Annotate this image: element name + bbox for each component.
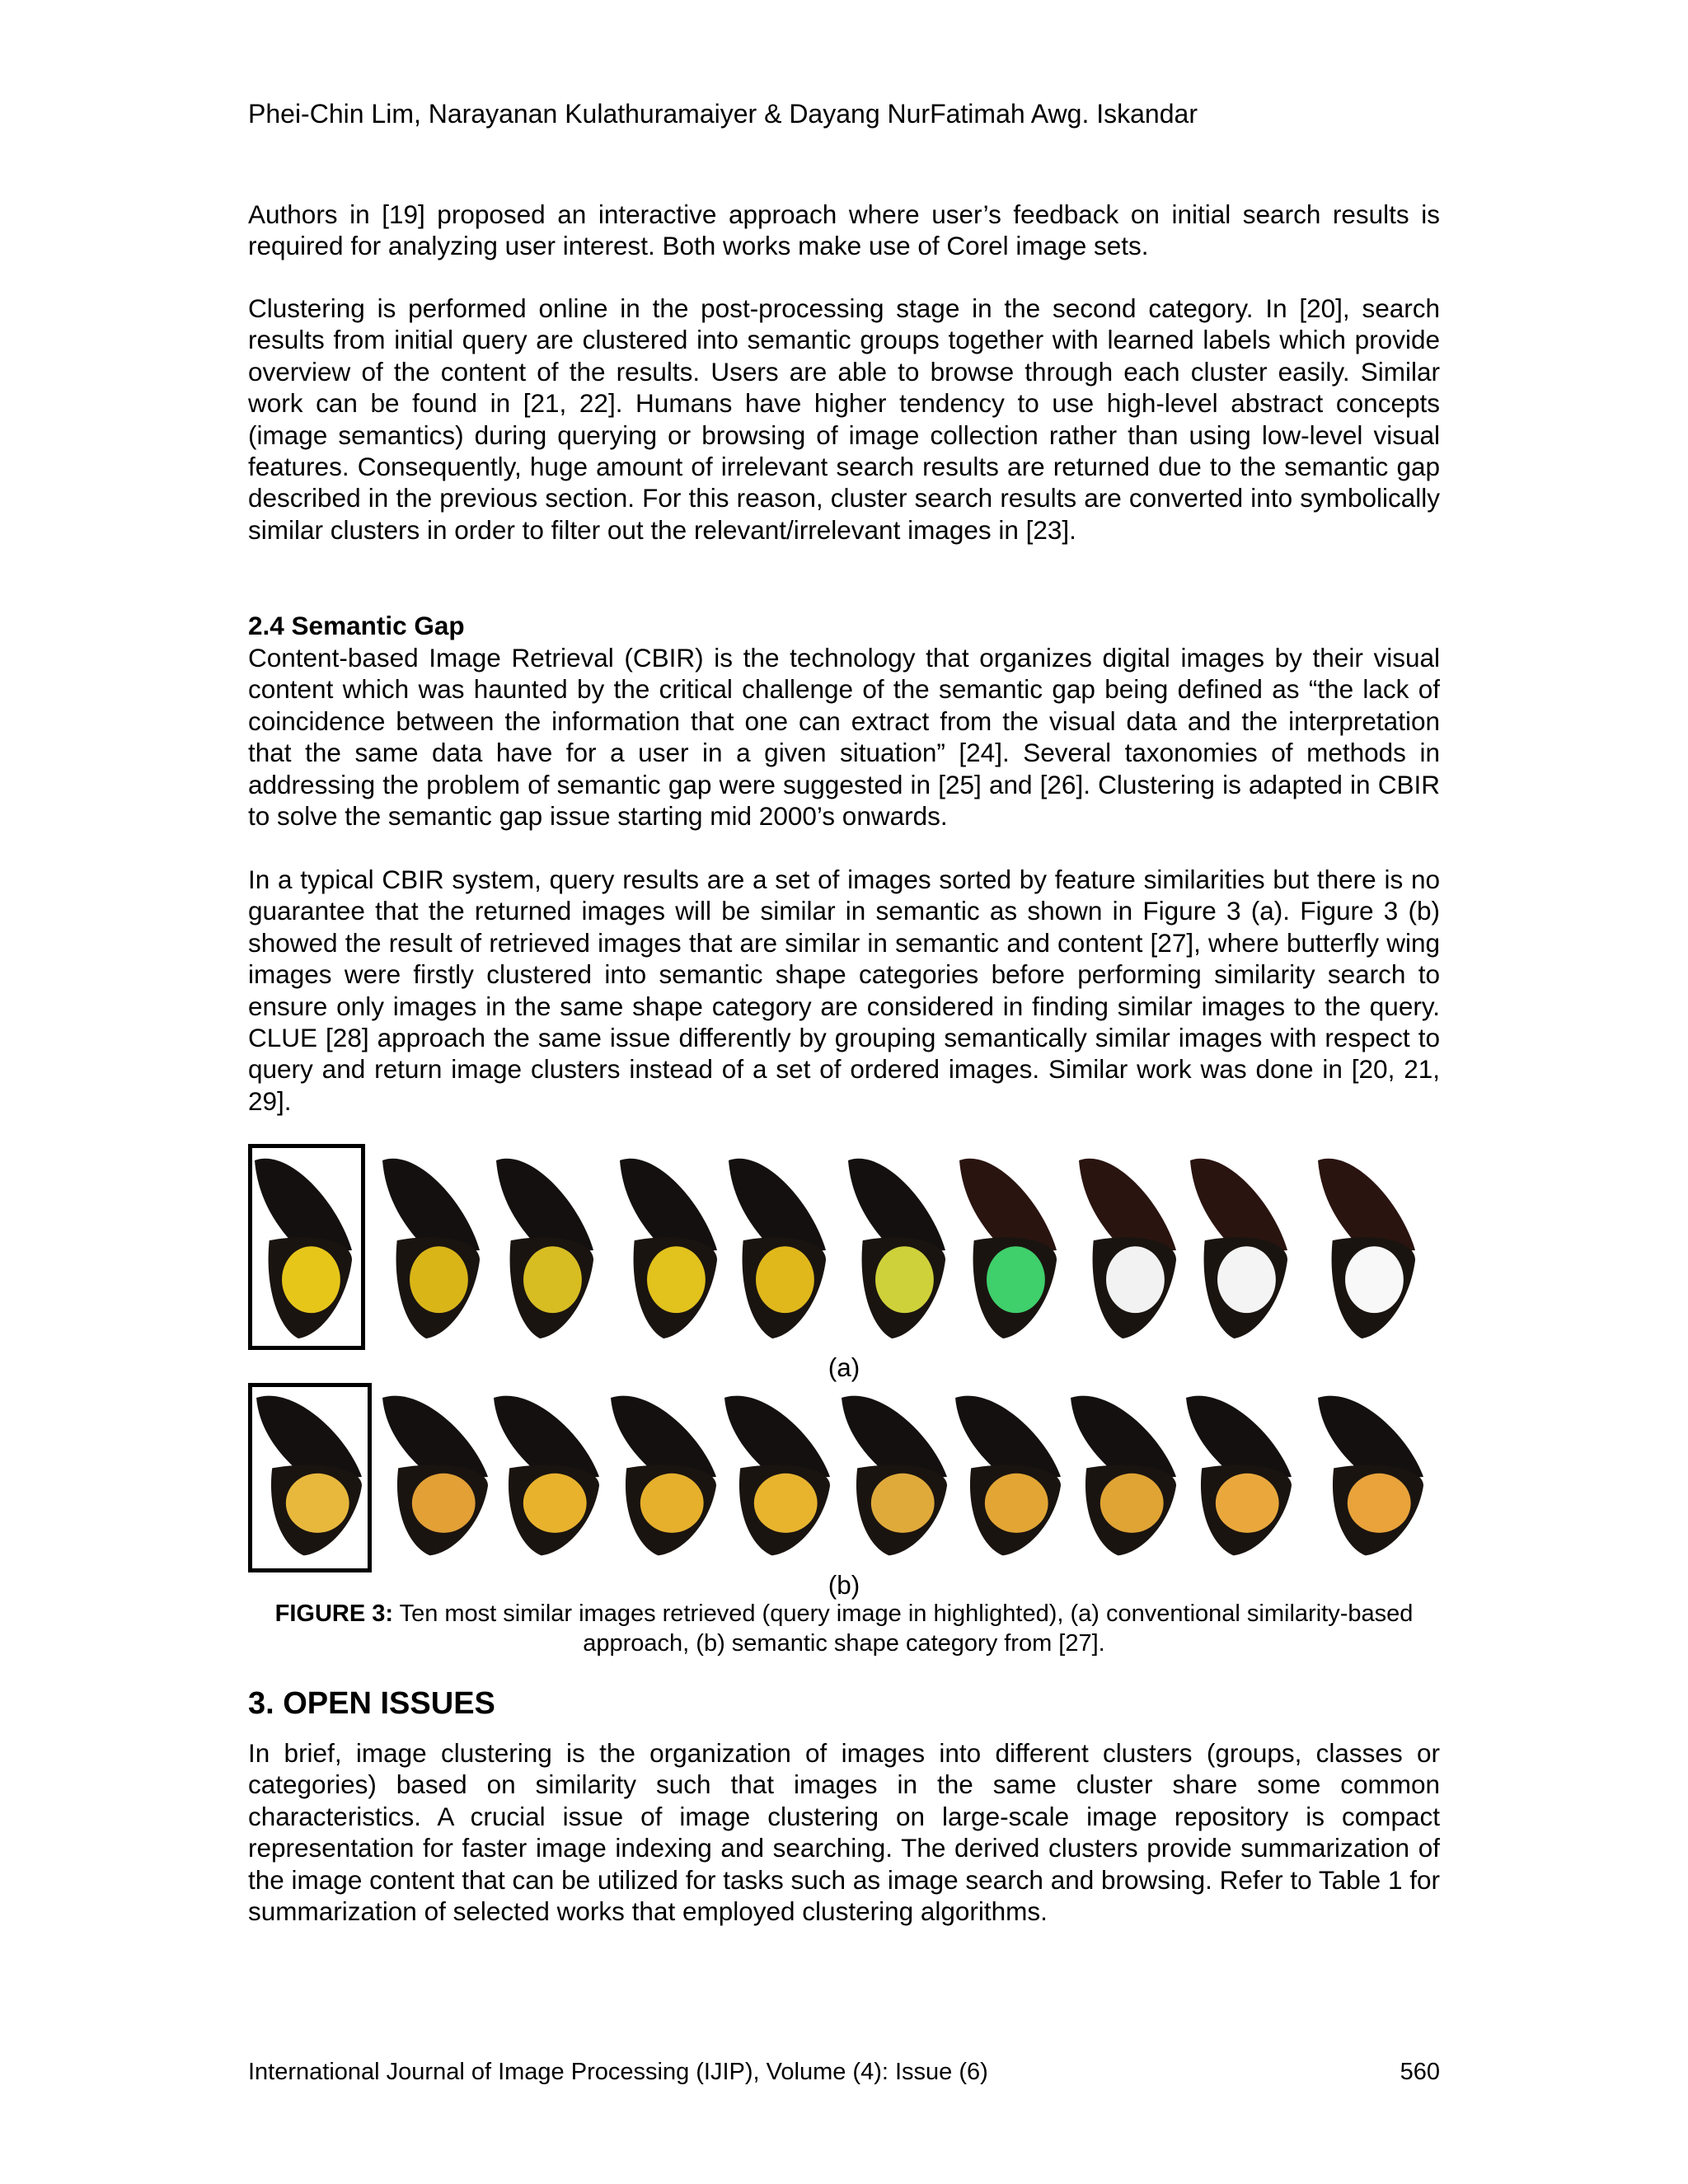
butterfly-wing-image	[1186, 1396, 1292, 1556]
butterfly-wing-image	[959, 1159, 1057, 1338]
figure-caption-label: FIGURE 3:	[274, 1601, 394, 1627]
butterfly-wing-image	[255, 1159, 352, 1338]
wing-images-row-a	[248, 1144, 1440, 1358]
butterfly-wing-image	[955, 1396, 1061, 1556]
figure-caption-text: Ten most similar images retrieved (query image in highlighted), (a) conventional similarity-based approach, (b) semantic shape category from [27].	[393, 1601, 1414, 1657]
paragraph-semantic-gap: Content-based Image Retrieval (CBIR) is the technology that organizes digital images by their visual content which was haunted by the critical challenge of the semantic gap being defined as “the lack of coincidence between the information that one can extract from the visual data and the interpretation that the same data have for a user in a given situation” [24]. Several taxonomies of methods in addressing the problem of semantic gap were suggested in [25] and [26]. Clustering is adapted in CBIR to solve the semantic gap issue starting mid 2000’s onwards.	[248, 643, 1440, 832]
butterfly-wing-image	[256, 1396, 362, 1556]
butterfly-wing-image	[1071, 1396, 1176, 1556]
butterfly-wing-image	[729, 1159, 826, 1338]
butterfly-wing-image	[1318, 1396, 1423, 1556]
figure-caption	[248, 1599, 1440, 1658]
butterfly-wing-image	[620, 1159, 717, 1338]
footer-journal: International Journal of Image Processing (IJIP), Volume (4): Issue (6)	[248, 2059, 988, 2085]
butterfly-wing-image	[724, 1396, 830, 1556]
footer-page-number: 560	[1400, 2059, 1440, 2085]
butterfly-wing-image	[382, 1159, 480, 1338]
figure-row-b	[248, 1381, 1440, 1596]
section-heading: 3. OPEN ISSUES	[248, 1686, 495, 1721]
wing-images-row-b	[248, 1381, 1440, 1579]
paragraph-cbir: In a typical CBIR system, query results are a set of images sorted by feature similarities but there is no guarantee that the returned images will be similar in semantic as shown in Figure 3 (a). Figure 3 (b) showed the result of retrieved images that are similar in semantic and content [27], where butterfly wing images were firstly clustered into semantic shape categories before performing similarity search to ensure only images in the same shape category are considered in finding similar images to the query. CLUE [28] approach the same issue differently by grouping semantically similar images with respect to query and return image clusters instead of a set of ordered images. Similar work was done in [20, 21, 29].	[248, 865, 1440, 1116]
running-head-authors: Phei-Chin Lim, Narayanan Kulathuramaiyer & Dayang NurFatimah Awg. Iskandar	[248, 99, 1198, 129]
paragraph-open-issues: In brief, image clustering is the organization of images into different clusters (groups, classes or categories) based on similarity such that images in the same cluster share some common characteristics. A crucial issue of image clustering on large-scale image repository is compact representation for faster image indexing and searching. The derived clusters provide summarization of the image content that can be utilized for tasks such as image search and browsing. Refer to Table 1 for summarization of selected works that employed clustering algorithms.	[248, 1738, 1440, 1927]
paragraph-clustering-intro: Authors in [19] proposed an interactive approach where user’s feedback on initial search results is required for analyzing user interest. Both works make use of Corel image sets.	[248, 199, 1440, 261]
subsection-heading: 2.4 Semantic Gap	[248, 611, 465, 640]
butterfly-wing-image	[1190, 1159, 1287, 1338]
paragraph-post-processing: Clustering is performed online in the post-processing stage in the second category. In [20], search results from initial query are clustered into semantic groups together with learned labels which provide overview of the content of the results. Users are able to browse through each cluster easily. Similar work can be found in [21, 22]. Humans have higher tendency to use high-level abstract concepts (image semantics) during querying or browsing of image collection rather than using low-level visual features. Consequently, huge amount of irrelevant search results are returned due to the semantic gap described in the previous section. For this reason, cluster search results are converted into symbolically similar clusters in order to filter out the relevant/irrelevant images in [23].	[248, 293, 1440, 545]
subfigure-label-a: (a)	[828, 1352, 860, 1382]
butterfly-wing-image	[842, 1396, 947, 1556]
butterfly-wing-image	[496, 1159, 593, 1338]
subfigure-label-b: (b)	[828, 1570, 860, 1600]
butterfly-wing-image	[382, 1396, 488, 1556]
butterfly-wing-image	[848, 1159, 945, 1338]
figure-row-a	[248, 1144, 1440, 1358]
butterfly-wing-image	[1318, 1159, 1415, 1338]
butterfly-wing-image	[1079, 1159, 1176, 1338]
butterfly-wing-image	[611, 1396, 716, 1556]
butterfly-wing-image	[494, 1396, 599, 1556]
